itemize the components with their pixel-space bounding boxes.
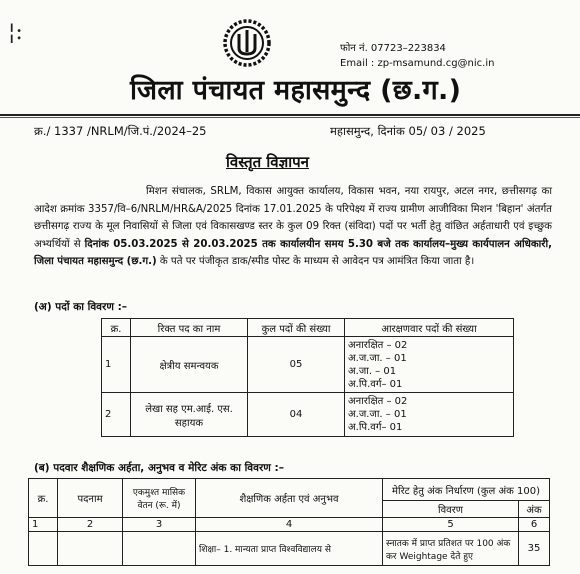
column-number: 2: [58, 518, 123, 532]
row-marks: 35: [519, 532, 550, 566]
col-header-no: क्र.: [29, 479, 58, 518]
email-address: Email : zp-msamund.cg@nic.in: [340, 58, 495, 69]
row-total: 05: [248, 337, 345, 393]
table-row: [29, 532, 550, 566]
section-b-title: (ब) पदवार शैक्षणिक अर्हता, अनुभव व मेरिट अंक का विवरण :–: [34, 462, 284, 474]
reservation-line: अ.पि.वर्ग– 01: [348, 422, 403, 433]
col-header-post: पदनाम: [58, 479, 123, 518]
column-number: 6: [519, 518, 550, 532]
reference-number: क्र./ 1337 /NRLM/जि.पं./2024–25: [34, 124, 207, 138]
notice-heading: विस्तृत विज्ञापन: [226, 153, 309, 171]
notice-date: महासमुन्द, दिनांक 05/ 03 / 2025: [330, 124, 486, 138]
qualification-table: [28, 478, 550, 566]
row-reservation: [345, 393, 514, 437]
row-post: क्षेत्रीय समन्वयक: [131, 337, 248, 393]
col-header-merit: मेरिट हेतु अंक निर्धारण (कुल अंक 100): [383, 479, 550, 501]
reservation-line: अ.ज.जा. – 01: [348, 352, 407, 364]
section-a-title: (अ) पदों का विवरण :–: [34, 301, 128, 313]
column-number: 5: [383, 518, 519, 532]
row-post: लेखा सह एम.आई. एस. सहायक: [131, 393, 248, 437]
table-row: [102, 393, 514, 437]
col-header-post: रिक्त पद का नाम: [131, 319, 248, 337]
column-number: 1: [29, 518, 58, 532]
row-reservation: [345, 337, 514, 393]
column-number: 4: [196, 518, 383, 532]
paragraph-text: मिशन संचालक, SRLM, विकास आयुक्त कार्यालय, विकास भवन, नया रायपुर, अटल नगर, छत्तीसगढ़ का आदेश क्रमांक 3357/वि–6/NRLM/HR&A/2025 दिनांक 17.01.2025 के परिपेक्ष्य में राज्य ग्रामीण आजीविका मिशन 'बिहान' अंतर्गत छत्तीसगढ़ राज्य के मूल निवासियों से जिला एवं विकासखण्ड स्तर के कुल 09 रिक्त (संविदा) पदों पर भर्ती हेतु वांछित अर्हताधारी एवं इच्छुक अभ्यर्थियों से: [34, 186, 552, 250]
scan-mark: ¦:: [8, 20, 23, 45]
table-row: [102, 337, 514, 393]
header-divider-thin: [0, 117, 580, 118]
row-details: स्नातक में प्राप्त प्रतिशत पर 100 अंक कर Weightage देते हुए: [383, 532, 519, 566]
office-title: जिला पंचायत महासमुन्द (छ.ग.): [130, 75, 462, 106]
notice-paragraph: [34, 183, 552, 271]
reservation-line: अ.ज.जा. – 01: [348, 409, 407, 420]
row-no: 1: [102, 337, 131, 393]
posts-table: [101, 318, 514, 437]
col-header-salary: एकमुश्त मासिक वेतन (रू. में): [123, 479, 196, 518]
header-divider: [0, 114, 580, 116]
reservation-line: अ.जा. – 01: [348, 365, 397, 377]
paragraph-bold-text: दिनांक 05.03.2025 से 20.03.2025 तक कार्यालयीन समय 5.30 बजे तक कार्यालय–मुख्य कार्यपालन अधिकारी, जिला पंचायत महासमुन्द (छ.ग.): [34, 238, 552, 267]
col-header-marks: अंक: [519, 501, 550, 518]
col-header-no: क्र.: [102, 319, 131, 337]
col-header-total: कुल पदों की संख्या: [248, 319, 345, 337]
phone-number: फोन नं. 07723–223834: [340, 43, 446, 54]
column-number: 3: [123, 518, 196, 532]
emblem-logo-icon: [222, 18, 272, 68]
reservation-line: अ.पि.वर्ग– 01: [348, 378, 403, 390]
col-header-qualification: शैक्षणिक अर्हता एवं अनुभव: [196, 479, 383, 518]
paragraph-text-end: के पते पर पंजीकृत डाक/स्पीड पोस्ट के माध्यम से आवेदन पत्र आमंत्रित किया जाता है।: [156, 256, 475, 267]
column-number-row: [29, 518, 550, 532]
col-header-reservation: आरक्षणवार पदों की संख्या: [345, 319, 514, 337]
row-qualification: शिक्षा– 1. मान्यता प्राप्त विश्वविद्यालय से: [196, 532, 383, 566]
row-no: 2: [102, 393, 131, 437]
reservation-line: अनारक्षित – 02: [348, 396, 408, 407]
col-header-details: विवरण: [383, 501, 519, 518]
reservation-line: अनारक्षित – 02: [348, 339, 408, 351]
row-total: 04: [248, 393, 345, 437]
